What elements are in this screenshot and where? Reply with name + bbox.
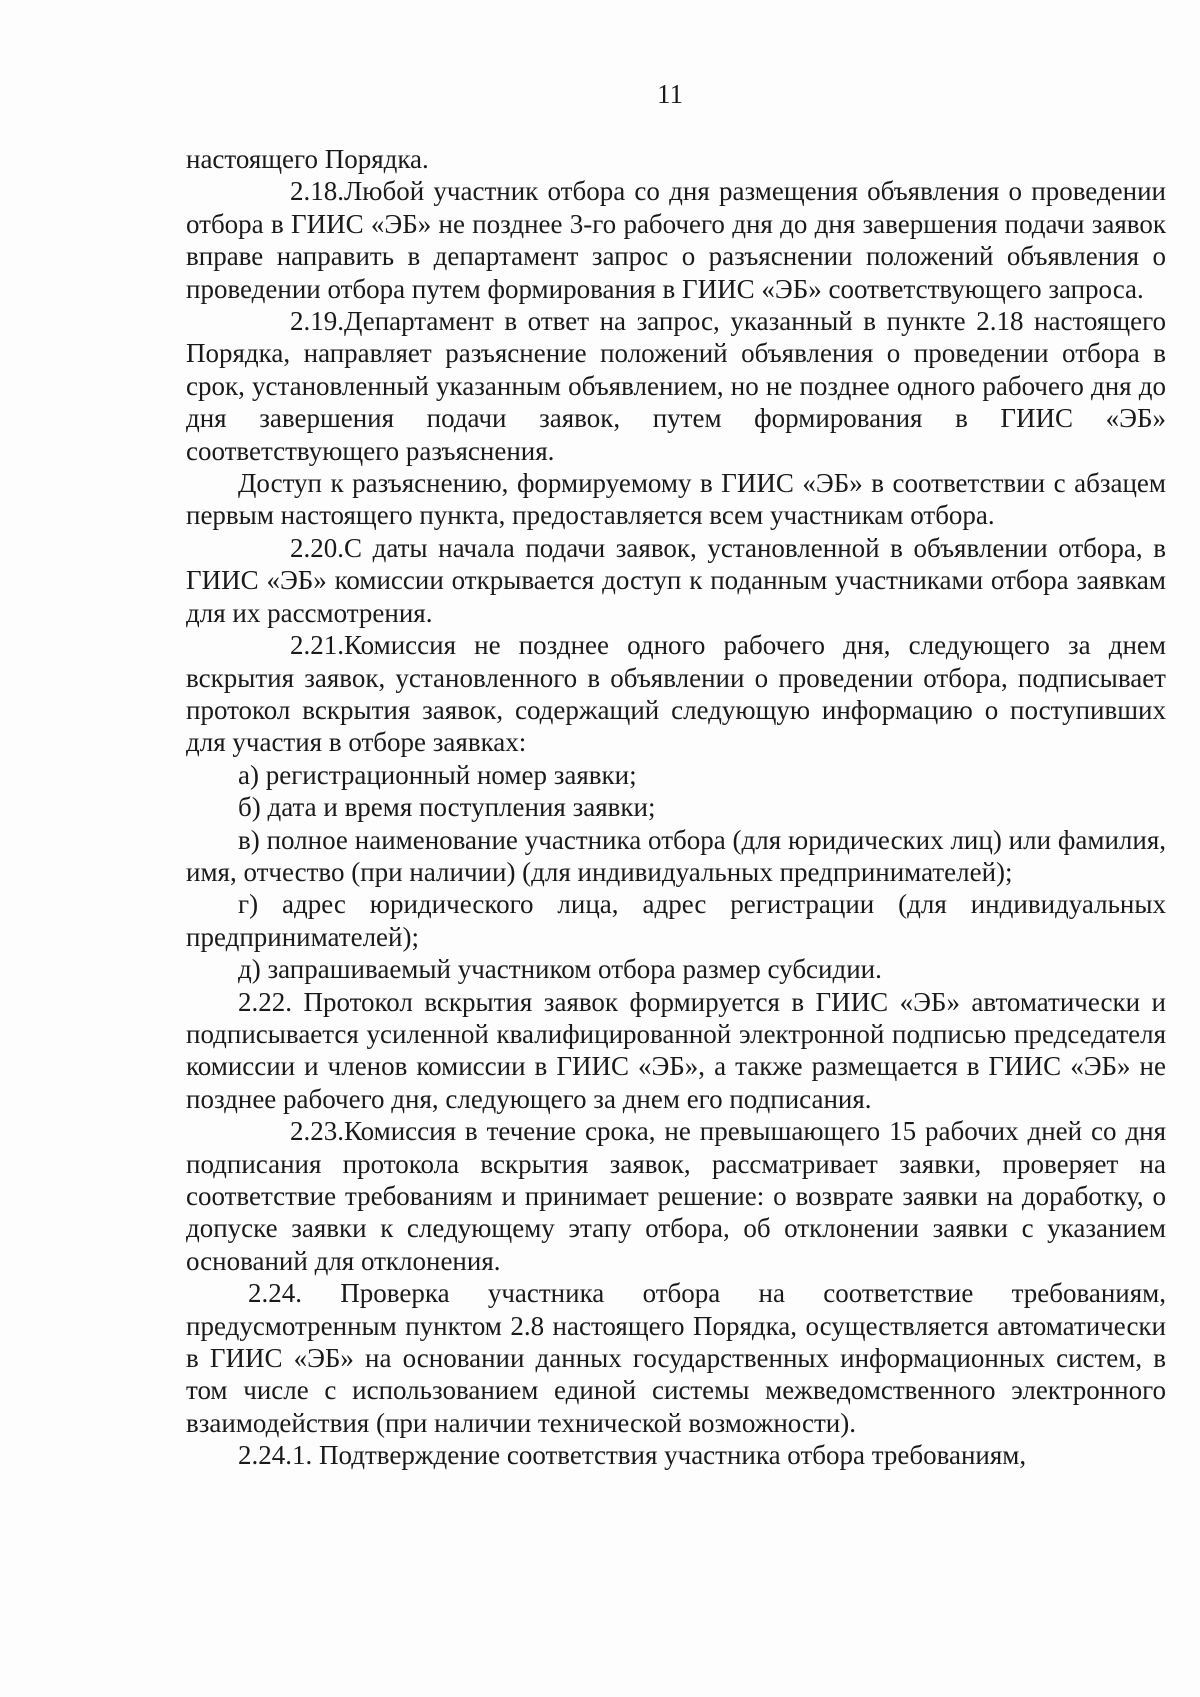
paragraph-2-19 [186,305,1166,467]
list-item-b [186,791,1166,823]
paragraph-text: Комиссия не позднее одного рабочего дня, следующего за днем вскрытия заявок, установленного в объявлении о проведении отбора, подписывает протокол вскрытия заявок, содержащий следующую информацию о поступивших для участия в отборе заявках: [186,630,1166,758]
list-item-d [186,953,1166,985]
paragraph-access [186,467,1166,532]
paragraph-text: Департамент в ответ на запрос, указанный в пункте 2.18 настоящего Порядка, направляет разъяснение положений объявления о проведении отбора в срок, установленный указанным объявлением, но не позднее одного рабочего дня до дня завершения подачи заявок, путем формирования в ГИИС «ЭБ» соответствующего разъяснения. [186,306,1166,466]
paragraph-text: 2.24.1. Подтверждение соответствия участника отбора требованиям, [238,1440,1027,1471]
list-item-text: а) регистрационный номер заявки; [238,759,637,790]
paragraph-continuation [186,143,1166,175]
paragraph-text: настоящего Порядка. [186,144,429,174]
list-item-g [186,888,1166,953]
paragraph-number: 2.20. [290,532,344,563]
document-body [186,143,1166,1472]
paragraph-2-24 [186,1277,1166,1439]
paragraph-2-21 [186,629,1166,759]
list-item-text: б) дата и время поступления заявки; [238,792,656,823]
paragraph-2-18 [186,175,1166,305]
paragraph-text: 2.22. Протокол вскрытия заявок формируется в ГИИС «ЭБ» автоматически и подписывается усиленной квалифицированной электронной подписью председателя комиссии и членов комиссии в ГИИС «ЭБ», а также размещается в ГИИС «ЭБ» не позднее рабочего дня, следующего за днем его подписания. [186,986,1166,1114]
list-item-text: в) полное наименование участника отбора (для юридических лиц) или фамилия, имя, отчество (при наличии) (для индивидуальных предпринимателей); [186,824,1166,887]
paragraph-text: Комиссия в течение срока, не превышающего 15 рабочих дней со дня подписания протокола вскрытия заявок, рассматривает заявки, проверяет на соответствие требованиям и принимает решение: о возврате заявки на доработку, о допуске заявки к следующему этапу отбора, об отклонении заявки с указанием оснований для отклонения. [186,1116,1166,1276]
paragraph-2-22 [186,986,1166,1116]
paragraph-2-20 [186,532,1166,629]
list-item-text: д) запрашиваемый участником отбора размер субсидии. [238,954,882,985]
paragraph-number: 2.18. [290,176,344,207]
page-number: 11 [657,79,683,109]
paragraph-number: 2.19. [290,306,344,337]
paragraph-text: 2.24. Проверка участника отбора на соответствие требованиям, предусмотренным пунктом 2.8 настоящего Порядка, осуществляется автоматически в ГИИС «ЭБ» на основании данных государственных информационных систем, в том числе с использованием единой системы межведомственного электронного взаимодействия (при наличии технической возможности). [186,1278,1166,1438]
list-item-v [186,824,1166,889]
paragraph-2-24-1 [186,1439,1166,1471]
paragraph-text: С даты начала подачи заявок, установленной в объявлении отбора, в ГИИС «ЭБ» комиссии открывается доступ к поданным участниками отбора заявкам для их рассмотрения. [186,532,1166,628]
paragraph-text: Доступ к разъяснению, формируемому в ГИИС «ЭБ» в соответствии с абзацем первым настоящего пункта, предоставляется всем участникам отбора. [186,468,1166,531]
list-item-text: г) адрес юридического лица, адрес регистрации (для индивидуальных предпринимателей); [186,889,1166,952]
paragraph-2-23 [186,1115,1166,1277]
paragraph-number: 2.23. [290,1116,344,1147]
paragraph-text: Любой участник отбора со дня размещения объявления о проведении отбора в ГИИС «ЭБ» не позднее 3-го рабочего дня до дня завершения подачи заявок вправе направить в департамент запрос о разъяснении положений объявления о проведении отбора путем формирования в ГИИС «ЭБ» соответствующего запроса. [186,176,1166,304]
paragraph-number: 2.21. [290,630,344,661]
list-item-a [186,759,1166,791]
